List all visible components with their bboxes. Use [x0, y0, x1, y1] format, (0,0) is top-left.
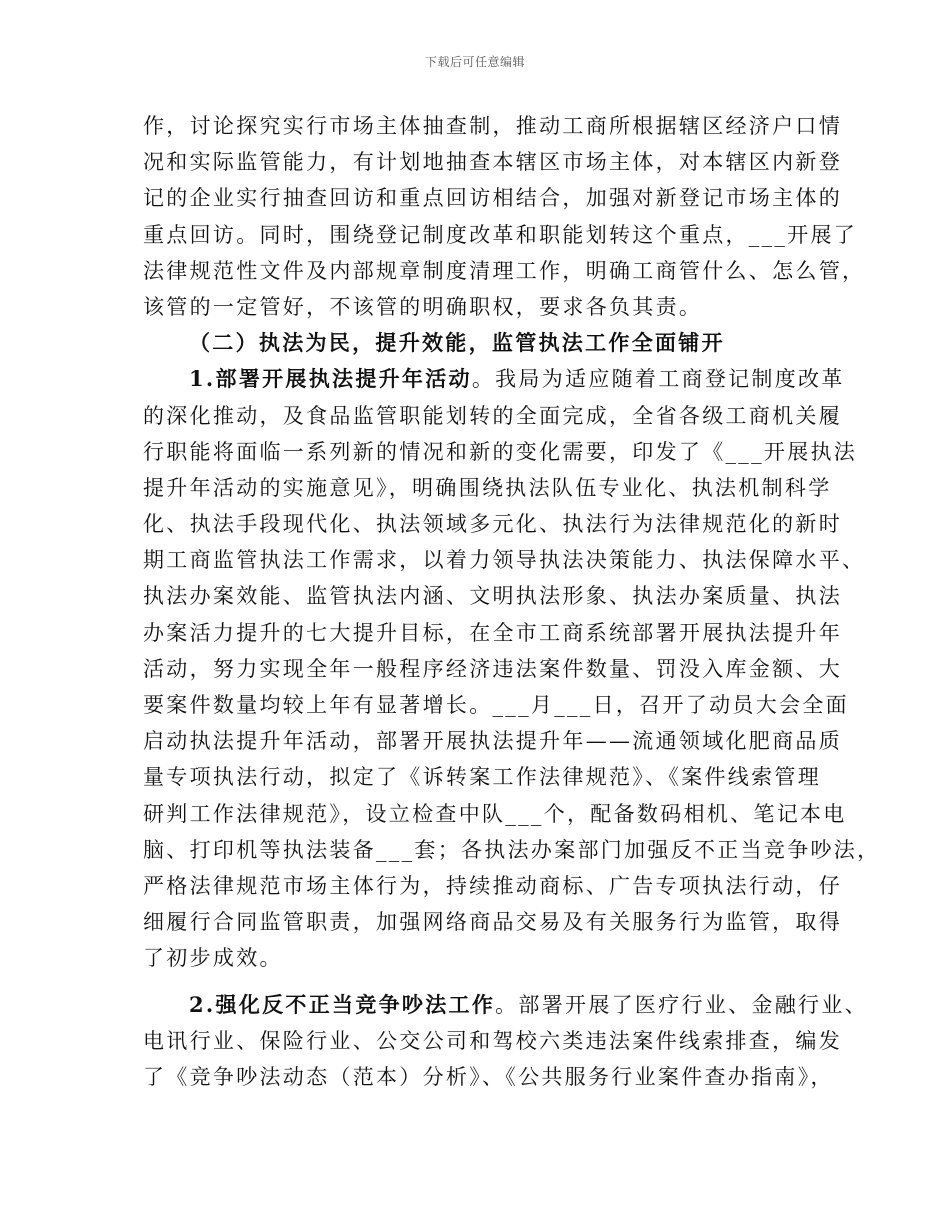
paragraph-start [143, 987, 868, 1023]
text-line: 的深化推动，及食品监管职能划转的全面完成，全省各级工商机关履 [143, 403, 842, 428]
text-line: 执法办案效能、监管执法内涵、文明执法形象、执法办案质量、执法 [143, 584, 842, 609]
item-text: 。我局为适应随着工商登记制度改革 [471, 367, 845, 392]
text-line: 启动执法提升年活动，部署开展执法提升年——流通领域化肥商品质 [143, 729, 842, 754]
text-line: 活动，努力实现全年一般程序经济违法案件数量、罚没入库金额、大 [143, 656, 842, 681]
item-text: 。部署开展了医疗行业、金融行业、 [495, 992, 868, 1017]
text-line: 重点回访。同时，围绕登记制度改革和职能划转这个重点，___开展了 [143, 222, 858, 247]
paragraph-spacer [143, 977, 833, 987]
text-line: 了《竞争吵法动态（范本）分析》、《公共服务行业案件查办指南》， [143, 1064, 834, 1089]
text-line: 化、执法手段现代化、执法领域多元化、执法行为法律规范化的新时 [143, 512, 842, 537]
document-body [143, 108, 881, 1095]
item-title: 1.部署开展执法提升年活动 [189, 366, 472, 392]
text-line: 办案活力提升的七大提升目标，在全市工商系统部署开展执法提升年 [143, 620, 842, 645]
text-line: 行职能将面临一系列新的情况和新的变化需要，印发了《___开展执法 [143, 439, 858, 464]
text-line: 严格法律规范市场主体行为，持续推动商标、广告专项执法行动，仔 [143, 873, 842, 898]
text-line: 记的企业实行抽查回访和重点回访相结合，加强对新登记市场主体的 [143, 186, 842, 211]
section-heading: （二）执法为民，提升效能，监管执法工作全面铺开 [189, 330, 725, 356]
text-line: 了初步成效。 [143, 946, 283, 971]
text-line: 脑、打印机等执法装备___套；各执法办案部门加强反不正当竞争吵法， [143, 837, 881, 862]
text-line: 法律规范性文件及内部规章制度清理工作，明确工商管什么、怎么管， [143, 258, 866, 283]
text-line: 提升年活动的实施意见》，明确围绕执法队伍专业化、执法机制科学 [143, 475, 832, 500]
text-line: 研判工作法律规范》，设立检查中队___个，配备数码相机、笔记本电 [143, 801, 847, 826]
text-line: 况和实际监管能力，有计划地抽查本辖区市场主体，对本辖区内新登 [143, 150, 842, 175]
text-line: 电讯行业、保险行业、公交公司和驾校六类违法案件线索排查，编发 [143, 1028, 842, 1053]
text-line: 作，讨论探究实行市场主体抽查制，推动工商所根据辖区经济户口情 [143, 114, 842, 138]
text-line: 期工商监管执法工作需求，以着力领导执法决策能力、执法保障水平、 [143, 548, 866, 573]
page-header-note: 下载后可任意编辑 [424, 55, 525, 69]
paragraph-start [143, 361, 845, 397]
text-line: 要案件数量均较上年有显著增长。___月___日，召开了动员大会全面 [143, 693, 849, 717]
text-line: 该管的一定管好，不该管的明确职权，要求各负其责。 [143, 294, 703, 319]
text-line: 量专项执法行动，拟定了《诉转案工作法律规范》、《案件线索管理 [143, 765, 821, 790]
item-title: 2.强化反不正当竞争吵法工作 [189, 991, 496, 1017]
text-line: 细履行合同监管职责，加强网络商品交易及有关服务行为监管，取得 [143, 910, 842, 935]
